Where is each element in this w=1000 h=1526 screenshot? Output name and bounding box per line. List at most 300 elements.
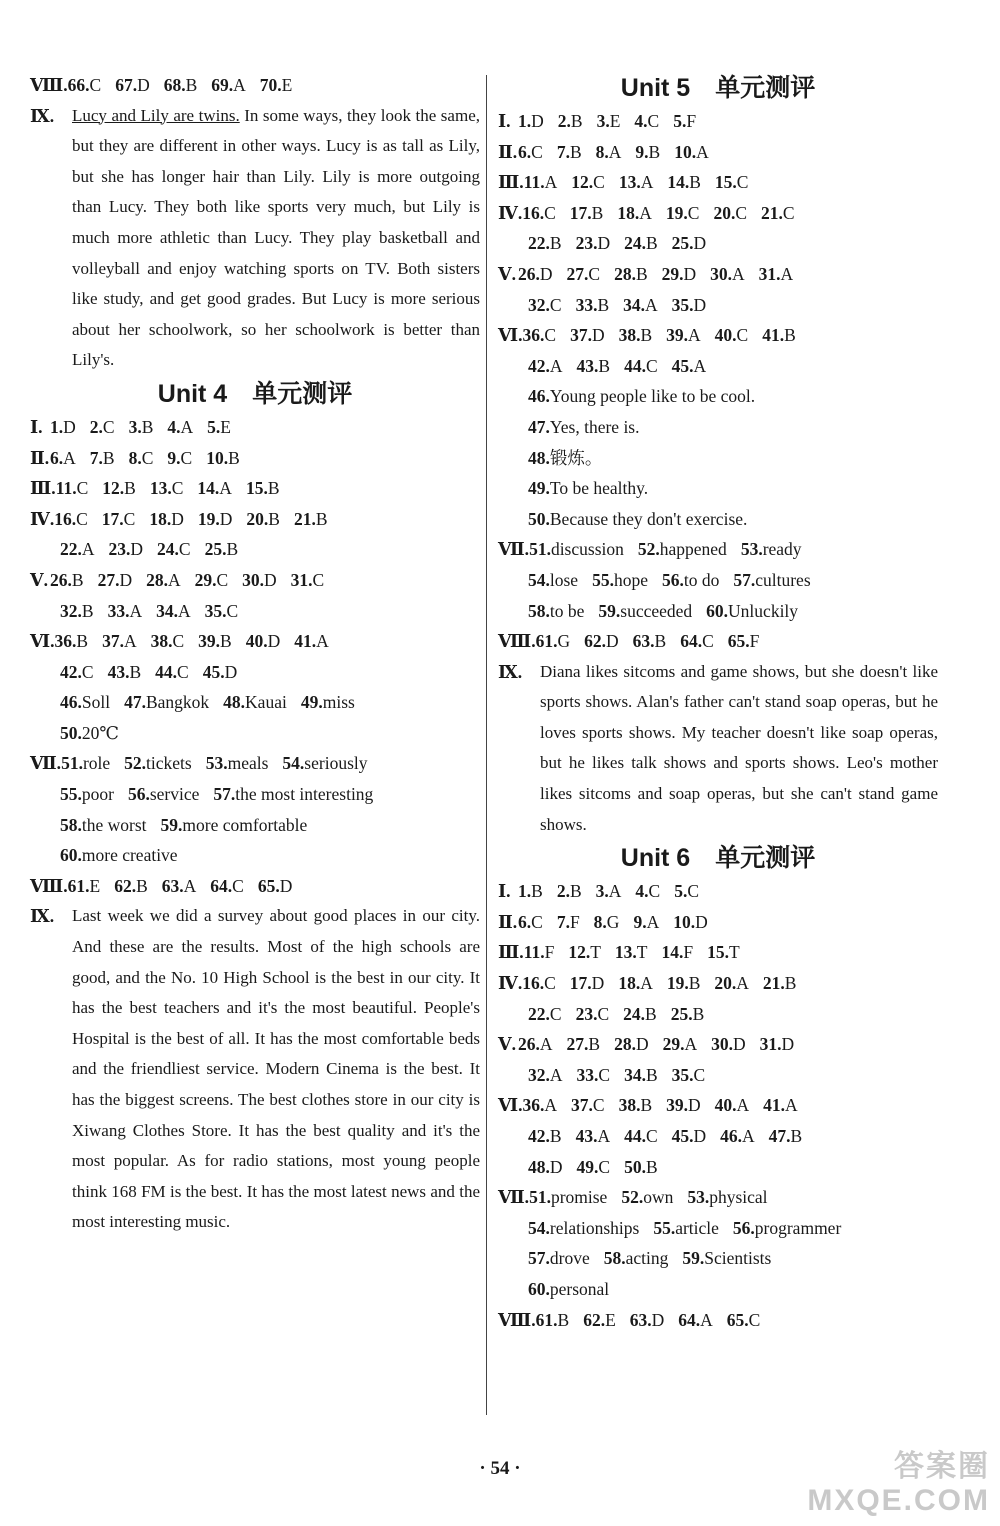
- answer-item: [157, 539, 191, 559]
- answer-row: [498, 1182, 938, 1213]
- question-number: 16.: [522, 202, 545, 223]
- answer-value: drove: [549, 1248, 590, 1269]
- answer-item: [56, 478, 89, 498]
- answer-value: own: [643, 1187, 674, 1208]
- answer-row: [498, 473, 938, 504]
- section-label: Ⅶ.: [30, 753, 62, 774]
- question-number: 5.: [673, 111, 687, 131]
- answer-item: [151, 631, 185, 651]
- answer-row: [498, 167, 938, 198]
- answer-row: [30, 657, 480, 688]
- answer-value: A: [736, 973, 749, 994]
- question-number: 50.: [624, 1156, 646, 1177]
- unit4-answers: [30, 412, 480, 902]
- question-number: 29.: [194, 569, 217, 590]
- answer-row: [498, 351, 938, 382]
- answer-value: A: [167, 569, 181, 590]
- answer-item: [714, 973, 749, 993]
- answer-item: [662, 942, 694, 962]
- answer-row: [498, 259, 938, 290]
- answer-item: [61, 753, 110, 773]
- answer-row: [498, 907, 938, 938]
- answer-item: [596, 881, 622, 901]
- answer-value: C: [76, 478, 89, 499]
- answer-item: [522, 203, 556, 223]
- answer-value: D: [130, 539, 144, 560]
- answer-item: [167, 417, 193, 437]
- answer-item: [518, 912, 543, 932]
- answer-value: C: [531, 911, 543, 932]
- answer-value: A: [608, 141, 622, 162]
- answer-value: Kauai: [245, 692, 287, 713]
- answer-row: [498, 320, 938, 351]
- answer-item: [155, 662, 189, 682]
- answer-item: [567, 264, 601, 284]
- question-number: 28.: [614, 263, 636, 284]
- answer-item: [667, 172, 701, 192]
- question-number: 40.: [714, 1095, 737, 1116]
- answer-value: C: [531, 141, 543, 162]
- question-number: 20.: [714, 973, 737, 994]
- answer-value: D: [137, 75, 150, 95]
- answer-item: [528, 570, 578, 590]
- answer-value: D: [597, 233, 611, 254]
- section-label: Ⅵ.: [30, 631, 55, 652]
- section-label: Ⅰ.: [30, 416, 43, 437]
- answer-item: [760, 1034, 795, 1054]
- answer-item: [528, 295, 562, 315]
- question-number: 4.: [635, 881, 649, 902]
- answer-item: [666, 325, 701, 345]
- question-number: 47.: [124, 692, 146, 713]
- answer-value: D: [651, 1309, 665, 1330]
- question-number: 54.: [528, 1217, 550, 1238]
- answer-item: [762, 325, 796, 345]
- section-label: Ⅱ.: [498, 911, 518, 932]
- answer-value: F: [569, 911, 580, 932]
- answer-item: [536, 631, 571, 651]
- question-number: 4.: [167, 416, 181, 437]
- answer-item: [619, 172, 654, 192]
- question-number: 21.: [293, 508, 316, 529]
- question-number: 13.: [149, 478, 172, 499]
- answer-row: [30, 412, 480, 443]
- answer-item: [635, 142, 660, 162]
- question-number: 13.: [614, 942, 637, 963]
- answer-value: A: [700, 1309, 713, 1330]
- answer-item: [528, 1248, 590, 1268]
- answer-value: Because they don't exercise.: [549, 508, 748, 529]
- answer-value: C: [645, 355, 658, 376]
- question-number: 38.: [618, 1095, 641, 1116]
- question-number: 38.: [618, 325, 641, 346]
- question-number: 21.: [761, 202, 783, 223]
- question-number: 65.: [257, 875, 280, 896]
- section-label: Ⅳ.: [498, 202, 523, 223]
- question-number: 19.: [665, 202, 688, 223]
- answer-item: [60, 539, 95, 559]
- writing-answer-unit4: [30, 901, 480, 1238]
- question-number: 15.: [714, 172, 737, 193]
- question-number: 9.: [635, 141, 649, 162]
- answer-item: [205, 601, 239, 621]
- unit5-title: Unit 5 单元测评: [620, 74, 816, 102]
- question-number: 48.: [223, 692, 246, 713]
- answer-item: [223, 692, 287, 712]
- section-label: Ⅶ.: [498, 539, 530, 560]
- answer-item: [576, 295, 610, 315]
- answer-value: physical: [709, 1187, 768, 1208]
- question-number: 7.: [89, 447, 103, 468]
- question-number: 40.: [245, 631, 268, 652]
- answer-value: A: [640, 973, 653, 994]
- answer-value: D: [63, 416, 76, 437]
- answer-item: [518, 1034, 553, 1054]
- question-number: 35.: [671, 294, 694, 315]
- answer-row-viii: [30, 70, 480, 101]
- answer-value: B: [124, 478, 136, 499]
- answer-value: D: [224, 661, 238, 682]
- answer-item: [577, 1157, 611, 1177]
- answer-item: [124, 753, 192, 773]
- question-number: 65.: [726, 1309, 749, 1330]
- answer-value: C: [123, 508, 136, 529]
- essay-rest: In some ways, they look the same, but they are different in other ways. Lucy is as tall as Lily, but she has longer hair than Lily. Lily is more outgoing than Lucy. They both like sports very much, but Lily is much more athletic than Lucy. They play basketball and volleyball and enjoy watching sports on TV. Both sisters like study, and get good grades. But Lucy is more serious about her schoolwork, so her schoolwork is better than Lily's.: [72, 105, 480, 370]
- answer-value: G: [606, 911, 620, 932]
- essay-text: Diana likes sitcoms and game shows, but she doesn't like sports shows. Alan's father can't stand soap operas, but he loves sports shows. My teacher doesn't like soap operas, but he likes talk shows and sports shows. Leo's mother likes sitcoms and soap operas, but she can't stand game shows.: [540, 661, 938, 834]
- watermark-logo: 答案圈 MXQE.COM: [807, 1450, 990, 1517]
- answer-item: [206, 448, 240, 468]
- answer-value: to do: [683, 569, 720, 590]
- section-label: Ⅱ.: [498, 141, 518, 162]
- answer-value: B: [645, 1003, 657, 1024]
- answer-item: [528, 509, 747, 529]
- answer-item: [528, 1218, 639, 1238]
- answer-item: [205, 539, 239, 559]
- answer-value: A: [597, 1126, 611, 1146]
- question-number: 29.: [662, 1034, 685, 1055]
- answer-item: [518, 111, 544, 131]
- answer-value: A: [180, 416, 194, 437]
- right-column: [498, 70, 938, 1335]
- answer-item: [301, 692, 355, 712]
- question-number: 2.: [556, 881, 570, 902]
- answer-item: [577, 1065, 611, 1085]
- section-label: Ⅲ.: [30, 478, 56, 499]
- answer-row: [498, 1121, 938, 1152]
- question-number: 17.: [101, 508, 124, 529]
- answer-value: B: [268, 508, 280, 529]
- answer-item: [115, 75, 150, 95]
- answer-item: [523, 1095, 558, 1115]
- answer-value: D: [591, 973, 605, 994]
- answer-value: A: [688, 325, 701, 346]
- question-number: 18.: [618, 973, 641, 994]
- answer-value: seriously: [304, 753, 368, 774]
- answer-value: E: [281, 75, 293, 95]
- question-number: 11.: [523, 942, 545, 963]
- answer-row: [30, 718, 480, 749]
- question-number: 44.: [624, 355, 646, 376]
- answer-value: C: [89, 75, 102, 95]
- answer-item: [50, 417, 76, 437]
- answer-value: A: [177, 600, 191, 621]
- question-number: 47.: [768, 1126, 791, 1146]
- question-number: 58.: [603, 1248, 626, 1269]
- answer-value: A: [81, 539, 95, 560]
- answer-value: Bangkok: [145, 692, 210, 713]
- answer-item: [528, 417, 640, 437]
- answer-value: D: [606, 631, 619, 652]
- answer-value: E: [605, 1309, 616, 1330]
- question-number: 4.: [634, 111, 648, 131]
- answer-value: A: [123, 631, 137, 652]
- question-number: 3.: [596, 111, 610, 131]
- question-number: 15.: [245, 478, 268, 499]
- question-number: 44.: [155, 661, 177, 682]
- answer-item: [672, 356, 707, 376]
- answer-row: [498, 1029, 938, 1060]
- answer-item: [570, 203, 604, 223]
- answer-row: [498, 1090, 938, 1121]
- answer-value: role: [82, 753, 111, 774]
- answer-item: [206, 753, 269, 773]
- question-number: 1.: [518, 881, 532, 902]
- answer-value: F: [686, 111, 697, 131]
- question-number: 25.: [670, 1003, 693, 1024]
- question-number: 8.: [128, 447, 142, 468]
- question-number: 52.: [621, 1187, 644, 1208]
- answer-value: A: [549, 1064, 563, 1085]
- answer-item: [60, 784, 114, 804]
- answer-item: [68, 75, 102, 95]
- answer-row: [30, 565, 480, 596]
- answer-item: [528, 386, 755, 406]
- question-number: 33.: [576, 1064, 599, 1085]
- answer-row: [498, 1213, 938, 1244]
- answer-value: C: [81, 661, 94, 682]
- answer-value: C: [647, 111, 660, 131]
- answer-item: [246, 631, 281, 651]
- answer-value: personal: [549, 1278, 610, 1299]
- question-number: 36.: [54, 631, 77, 652]
- answer-value: F: [683, 942, 694, 963]
- question-number: 55.: [592, 569, 614, 590]
- answer-value: C: [177, 661, 189, 682]
- answer-row: [30, 687, 480, 718]
- question-number: 53.: [205, 753, 228, 774]
- answer-item: [711, 1034, 746, 1054]
- question-number: 64.: [680, 631, 703, 652]
- section-label: Ⅷ.: [30, 75, 68, 95]
- answer-item: [60, 692, 110, 712]
- answer-item: [210, 876, 244, 896]
- question-number: 3.: [128, 416, 142, 437]
- answer-item: [68, 876, 101, 896]
- question-number: 17.: [569, 202, 592, 223]
- answer-value: B: [141, 416, 154, 437]
- answer-item: [167, 448, 192, 468]
- answer-value: Soll: [81, 692, 111, 713]
- answer-value: article: [675, 1217, 719, 1238]
- question-number: 22.: [528, 1003, 550, 1024]
- question-number: 62.: [584, 631, 607, 652]
- question-number: 67.: [115, 75, 138, 95]
- answer-value: D: [695, 911, 708, 932]
- question-number: 28.: [146, 569, 168, 590]
- answer-value: meals: [227, 753, 269, 774]
- question-number: 46.: [60, 692, 82, 713]
- answer-item: [528, 233, 562, 253]
- answer-value: the most interesting: [235, 784, 374, 805]
- question-number: 42.: [60, 661, 82, 682]
- answer-item: [536, 1310, 570, 1330]
- question-number: 25.: [671, 233, 694, 254]
- section-label: Ⅳ.: [30, 508, 55, 529]
- question-number: 42.: [528, 1126, 550, 1146]
- answer-value: F: [544, 942, 555, 963]
- answer-item: [282, 753, 367, 773]
- answer-value: C: [544, 973, 556, 994]
- answer-value: D: [531, 111, 544, 131]
- answer-value: A: [183, 875, 197, 896]
- answer-value: D: [549, 1156, 563, 1177]
- question-number: 27.: [566, 263, 589, 284]
- answer-value: B: [598, 355, 611, 376]
- answer-item: [727, 1310, 761, 1330]
- unit5-answers: [498, 106, 938, 657]
- question-number: 6.: [518, 141, 532, 162]
- answer-value: C: [736, 172, 749, 193]
- question-number: 28.: [614, 1034, 636, 1055]
- question-number: 10.: [674, 141, 697, 162]
- answer-item: [528, 356, 563, 376]
- question-number: 57.: [733, 569, 756, 590]
- answer-value: G: [557, 631, 571, 652]
- answer-value: B: [784, 973, 797, 994]
- answer-item: [733, 570, 810, 590]
- question-number: 58.: [60, 814, 82, 835]
- answer-item: [759, 264, 794, 284]
- answer-value: C: [102, 416, 115, 437]
- writing-answer-unit5: [498, 657, 938, 841]
- answer-value: D: [119, 569, 133, 590]
- answer-value: C: [172, 631, 185, 652]
- question-number: 30.: [242, 569, 265, 590]
- answer-item: [102, 478, 136, 498]
- question-number: 26.: [518, 1034, 540, 1055]
- answer-value: B: [597, 294, 610, 315]
- answer-item: [666, 203, 700, 223]
- answer-value: B: [81, 600, 94, 621]
- answer-value: tickets: [146, 753, 192, 774]
- answer-value: cultures: [755, 569, 811, 590]
- answer-item: [528, 1004, 562, 1024]
- answer-value: C: [597, 1003, 610, 1024]
- question-number: 31.: [758, 263, 781, 284]
- answer-row: [30, 70, 480, 101]
- question-number: 63.: [161, 875, 184, 896]
- question-number: 11.: [523, 172, 545, 193]
- answer-row: [498, 1274, 938, 1305]
- answer-item: [741, 539, 802, 559]
- answer-value: B: [102, 447, 115, 468]
- question-number: 45.: [671, 355, 694, 376]
- answer-value: T: [590, 942, 601, 963]
- answer-item: [733, 1218, 841, 1238]
- answer-row: [498, 596, 938, 627]
- question-number: 37.: [570, 325, 592, 346]
- answer-item: [260, 75, 293, 95]
- answer-row: [498, 106, 938, 137]
- answer-value: A: [780, 263, 794, 284]
- answer-value: D: [732, 1034, 746, 1055]
- answer-item: [557, 881, 582, 901]
- question-number: 63.: [632, 631, 655, 652]
- answer-value: D: [693, 233, 707, 254]
- answer-value: B: [689, 172, 701, 193]
- answer-value: C: [232, 875, 244, 896]
- answer-row: [498, 443, 938, 474]
- answer-item: [763, 973, 797, 993]
- answer-value: B: [645, 233, 658, 254]
- question-number: 59.: [598, 600, 621, 621]
- answer-value: B: [645, 1064, 658, 1085]
- answer-item: [109, 539, 144, 559]
- section-label: Ⅴ.: [498, 263, 516, 284]
- answer-item: [568, 942, 601, 962]
- answer-item: [728, 631, 760, 651]
- answer-item: [673, 912, 708, 932]
- column-divider: [486, 75, 487, 1415]
- answer-item: [630, 1310, 665, 1330]
- question-number: 51.: [61, 753, 83, 774]
- answer-item: [124, 692, 209, 712]
- answer-item: [621, 1187, 673, 1207]
- question-number: 8.: [595, 141, 609, 162]
- answer-item: [522, 973, 556, 993]
- answer-value: B: [648, 141, 661, 162]
- answer-item: [529, 1187, 607, 1207]
- answer-item: [557, 912, 580, 932]
- answer-value: B: [136, 875, 148, 896]
- question-number: 12.: [571, 172, 594, 193]
- answer-value: A: [640, 172, 654, 193]
- answer-item: [671, 1004, 705, 1024]
- question-number: 45.: [202, 661, 225, 682]
- answer-item: [291, 570, 325, 590]
- answer-item: [687, 1187, 767, 1207]
- answer-value: B: [635, 263, 648, 284]
- answer-item: [638, 539, 727, 559]
- answer-value: the worst: [81, 814, 147, 835]
- answer-item: [90, 417, 115, 437]
- answer-item: [197, 478, 232, 498]
- answer-item: [102, 509, 136, 529]
- question-number: 32.: [60, 600, 82, 621]
- answer-row: [498, 876, 938, 907]
- answer-item: [518, 881, 543, 901]
- answer-item: [624, 356, 658, 376]
- question-number: 27.: [566, 1034, 589, 1055]
- answer-item: [674, 881, 699, 901]
- answer-item: [584, 631, 619, 651]
- answer-item: [571, 172, 605, 192]
- question-number: 44.: [624, 1126, 646, 1146]
- answer-item: [198, 631, 232, 651]
- answer-value: A: [63, 447, 76, 468]
- answer-item: [618, 973, 653, 993]
